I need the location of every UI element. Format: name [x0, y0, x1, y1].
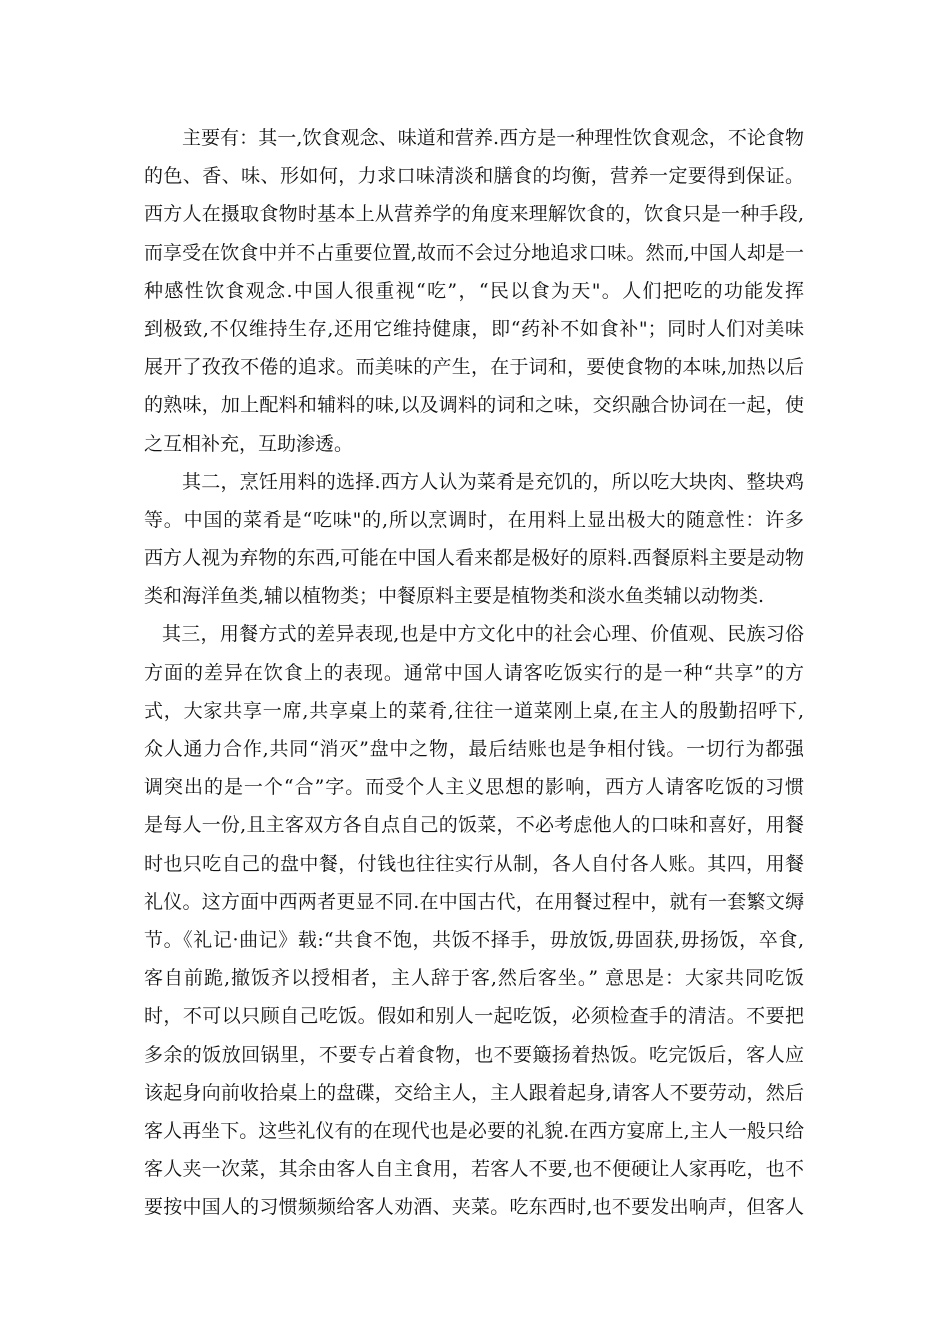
text-line: 式，大家共享一席,共享桌上的菜肴,往往一道菜刚上桌,在主人的殷勤招呼下, [144, 699, 804, 722]
text-line: 西方人在摄取食物时基本上从营养学的角度来理解饮食的，饮食只是一种手段, [144, 203, 804, 226]
paragraph [144, 463, 804, 616]
text-line: 客人再坐下。这些礼仪有的在现代也是必要的礼貌.在西方宴席上,主人一般只给 [144, 1119, 804, 1142]
paragraph [144, 119, 804, 463]
text-line: 主要有：其一,饮食观念、味道和营养.西方是一种理性饮食观念，不论食物 [182, 127, 804, 149]
text-line: 礼仪。这方面中西两者更显不同.在中国古代，在用餐过程中，就有一套繁文缛 [144, 890, 804, 913]
text-line: 客自前跪,撤饭齐以授相者，主人辞于客,然后客坐。” 意思是：大家共同吃饭 [144, 967, 804, 990]
text-line: 等。中国的菜肴是“吃味"的,所以烹调时，在用料上显出极大的随意性：许多 [144, 508, 804, 531]
text-line: 类和海洋鱼类,辅以植物类；中餐原料主要是植物类和淡水鱼类辅以动物类. [144, 585, 765, 608]
text-line: 的色、香、味、形如何，力求口味清淡和膳食的均衡，营养一定要得到保证。 [144, 165, 804, 188]
text-line: 该起身向前收拾桌上的盘碟，交给主人，主人跟着起身,请客人不要劳动，然后 [144, 1081, 804, 1104]
text-line: 的熟味，加上配料和辅料的味,以及调料的词和之味，交织融合协词在一起，使 [144, 394, 804, 417]
text-line: 其二，烹饪用料的选择.西方人认为菜肴是充饥的，所以吃大块肉、整块鸡 [182, 470, 804, 493]
text-line: 种感性饮食观念.中国人很重视“吃”，“民以食为天"。人们把吃的功能发挥 [144, 279, 804, 302]
text-line: 多余的饭放回锅里，不要专占着食物，也不要簸扬着热饭。吃完饭后，客人应 [144, 1043, 804, 1066]
text-line: 时也只吃自己的盘中餐，付钱也往往实行从制，各人自付各人账。其四，用餐 [144, 852, 804, 875]
text-line: 是每人一份,且主客双方各自点自己的饭菜，不必考虑他人的口味和喜好，用餐 [144, 814, 804, 837]
text-line: 之互相补充，互助渗透。 [144, 432, 354, 455]
text-line: 节。《礼记·曲记》载:“共食不饱，共饭不择手，毋放饭,毋固获,毋扬饭，卒食, [144, 928, 804, 951]
text-line: 众人通力合作,共同“消灭”盘中之物，最后结账也是争相付钱。一切行为都强 [144, 738, 804, 760]
text-line: 到极致,不仅维持生存,还用它维持健康，即“药补不如食补"；同时人们对美味 [144, 317, 804, 340]
text-line: 时，不可以只顾自己吃饭。假如和别人一起吃饭，必须检查手的清洁。不要把 [144, 1005, 804, 1028]
text-line: 要按中国人的习惯频频给客人劝酒、夹菜。吃东西时,也不要发出响声，但客人 [144, 1196, 804, 1219]
paragraph [144, 615, 804, 1226]
text-line: 展开了孜孜不倦的追求。而美味的产生，在于词和，要使食物的本味,加热以后 [144, 356, 804, 379]
document-body [144, 119, 804, 1226]
text-line: 方面的差异在饮食上的表现。通常中国人请客吃饭实行的是一种“共享”的方 [144, 661, 804, 684]
text-line: 西方人视为弃物的东西,可能在中国人看来都是极好的原料.西餐原料主要是动物 [144, 547, 804, 570]
text-line: 其三，用餐方式的差异表现,也是中方文化中的社会心理、价值观、民族习俗 [162, 623, 804, 646]
text-line: 而享受在饮食中并不占重要位置,故而不会过分地追求口味。然而,中国人却是一 [144, 241, 804, 264]
text-line: 调突出的是一个“合”字。而受个人主义思想的影响，西方人请客吃饭的习惯 [144, 776, 804, 799]
text-line: 客人夹一次菜，其余由客人自主食用，若客人不要,也不便硬让人家再吃，也不 [144, 1158, 804, 1181]
